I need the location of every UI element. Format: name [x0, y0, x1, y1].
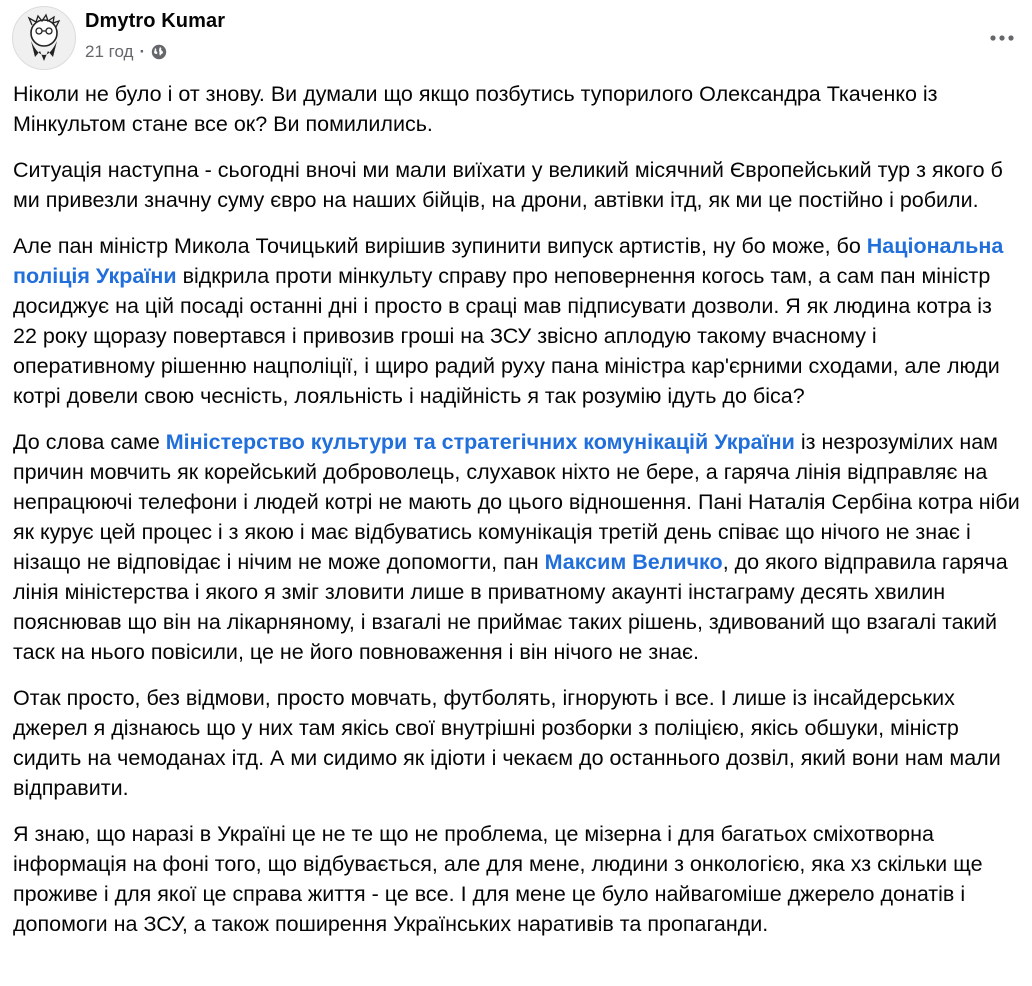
- post-time[interactable]: 21 год: [85, 42, 134, 61]
- paragraph-text: відкрила проти мінкульту справу про неповернення когось там, а сам пан міністр досиджує на цій посаді останні дні і просто в сраці мав підписувати дозволи. Я як людина котра із 22 року щоразу повертався і привозив гроші на ЗСУ звісно аплодую такому вчасному і оперативному рішенню нацполіції, і щиро радий руху пана міністра кар'єрними сходами, але люди котрі довели свою чесність, лояльність і надійність я так розумію ідуть до біса?: [13, 264, 1000, 408]
- paragraph-text: із незрозумілих нам причин мовчить як корейський доброволець, слухавок ніхто не бере, а гаряча лінія відправляє на непрацюючі телефони і людей котрі не мають до цього відношення. Пані Наталія Сербіна котра ніби як курує цей процес і з якою і має відбуватись комунікація третій день співає що нічого не знає і нізащо не відповідає і нічим не може допомогти, пан: [13, 430, 1020, 574]
- more-horizontal-icon: [990, 35, 1014, 41]
- paragraph-text: Але пан міністр Микола Точицький вирішив зупинити випуск артистів, ну бо може, бо: [13, 234, 867, 258]
- paragraph-text: Отак просто, без відмови, просто мовчать, футболять, ігнорують і все. І лише із інсайдерських джерел я дізнаюсь що у них там якісь свої внутрішні розборки з поліцією, якісь обшуки, міністр сидить на чемоданах ітд. А ми сидимо як ідіоти і чекаєм до останнього дозвіл, який вони нам мали відправити.: [13, 686, 1001, 800]
- paragraph-text: До слова саме: [13, 430, 166, 454]
- post-body: [13, 79, 1021, 955]
- avatar[interactable]: [12, 6, 76, 70]
- post-meta: [85, 42, 167, 62]
- paragraph-text: Я знаю, що наразі в Україні це не те що не проблема, це мізерна і для багатьох сміхотворна інформація на фоні того, що відбувається, але для мене, людини з онкологією, яка хз скільки ще проживе і для якої це справа життя - це все. І для мене це було найвагоміше джерело донатів і допомоги на ЗСУ, а також поширення Українських наративів та пропаганди.: [13, 822, 983, 936]
- author-name[interactable]: Dmytro Kumar: [85, 10, 226, 32]
- paragraph-text: Ніколи не було і от знову. Ви думали що якщо позбутись тупорилого Олександра Ткаченко із Мінкультом стане все ок? Ви помилились.: [13, 82, 938, 136]
- paragraph-4: [13, 427, 1021, 667]
- post-header: [12, 4, 1022, 68]
- paragraph-2: [13, 155, 1021, 215]
- mention-ministry-of-culture[interactable]: Міністерство культури та стратегічних комунікацій України: [165, 430, 795, 454]
- more-options-button[interactable]: [982, 24, 1022, 52]
- paragraph-3: [13, 231, 1021, 411]
- globe-icon[interactable]: [151, 44, 167, 60]
- mention-national-police[interactable]: Національна поліція України: [13, 234, 1004, 288]
- paragraph-6: [13, 819, 1021, 939]
- paragraph-text: Ситуація наступна - сьогодні вночі ми мали виїхати у великий місячний Європейський тур з якого б ми привезли значну суму євро на наших бійців, на дрони, автівки ітд, як ми це постійно і робили.: [13, 158, 1003, 212]
- paragraph-5: [13, 683, 1021, 803]
- mention-maksym-velychko[interactable]: Максим Величко: [544, 550, 723, 574]
- paragraph-text: , до якого відправила гаряча лінія міністерства і якого я зміг зловити лише в приватному акаунті інстаграму десять хвилин пояснював що він на лікарняному, і взагалі не приймає таких рішень, здивований що взагалі такий таск на нього повісили, це не його повноваження і він нічого не знає.: [13, 550, 1008, 664]
- paragraph-1: [13, 79, 1021, 139]
- meta-separator: ·: [139, 42, 146, 61]
